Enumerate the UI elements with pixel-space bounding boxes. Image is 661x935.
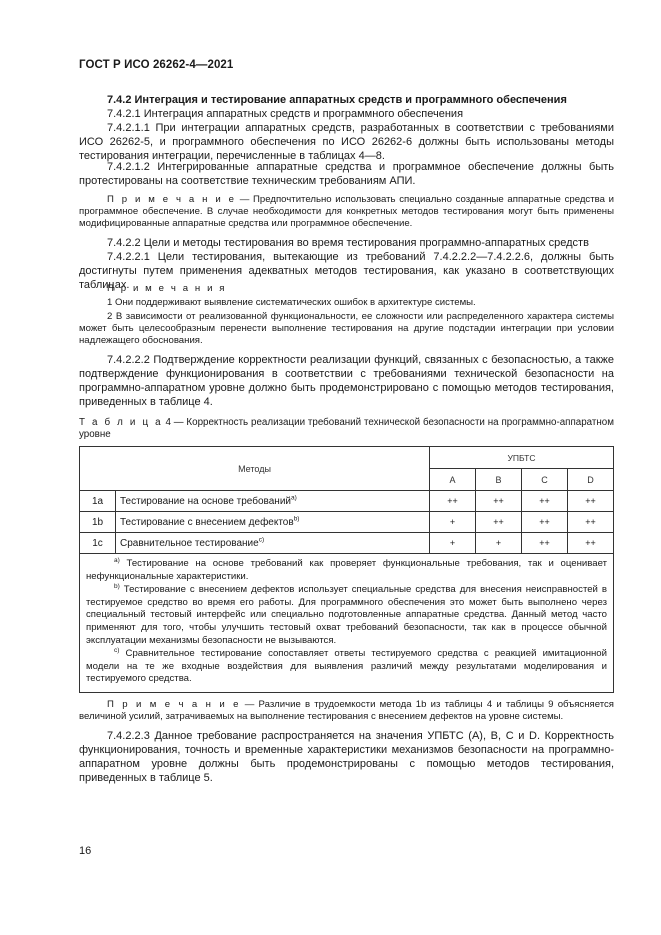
footnote-c: $^{c)}$ Сравнительное тестирование сопоставляет ответы тестируемого средства с реакцией имитационной модели на те же входные воздействия для выявления различий между результатами моделирования и тестируемого средства. (86, 646, 607, 685)
row-id: 1c (80, 533, 116, 554)
methods-header: Методы (80, 447, 430, 491)
footnote-mark: b) (293, 515, 300, 523)
table-caption-label: Т а б л и ц а (79, 417, 163, 428)
table-caption (79, 417, 614, 441)
cell-c: ++ (522, 491, 568, 512)
cell-b: ++ (476, 512, 522, 533)
notes-label: П р и м е ч а н и я (107, 283, 227, 294)
note-label: П р и м е ч а н и е (107, 194, 237, 205)
table-footnotes (80, 554, 614, 693)
table-row (80, 533, 614, 554)
level-b-header: B (476, 469, 522, 491)
cell-d: ++ (568, 491, 614, 512)
level-d-header: D (568, 469, 614, 491)
cell-a: ++ (430, 491, 476, 512)
cell-c: ++ (522, 533, 568, 554)
row-method: Тестирование на основе требований$^{a)}$ (116, 491, 430, 512)
table-row (80, 491, 614, 512)
note-label: П р и м е ч а н и е (107, 699, 241, 710)
table-row (80, 512, 614, 533)
document-header: ГОСТ Р ИСО 26262-4—2021 (79, 59, 234, 71)
cell-b: ++ (476, 491, 522, 512)
paragraph-7-4-2-1-2: 7.4.2.1.2 Интегрированные аппаратные средства и программное обеспечение должны быть протестированы на соответствие техническим требованиям АПИ. (79, 161, 614, 187)
row-method: Тестирование с внесением дефектов$^{b)}$ (116, 512, 430, 533)
section-heading: 7.4.2 Интеграция и тестирование аппаратных средств и программного обеспечения (107, 94, 567, 106)
footnote-b: $^{b)}$ Тестирование с внесением дефектов использует специальные средства для внесения неисправностей в тестируемое средство во время его работы. Для программного обеспечения это может быть выполнено через специальный тестовый интерфейс или специально подготовленные аппаратные средства. Данный метод часто применяют для того, чтобы улучшить тестовый охват требований безопасности, так как в процессе обычной эксплуатации механизмы безопасности не вызываются. (86, 583, 607, 646)
asil-header: УПБТС (430, 447, 614, 469)
cell-c: ++ (522, 512, 568, 533)
note-1 (79, 194, 614, 231)
paragraph-7-4-2-2-3: 7.4.2.2.3 Данное требование распространяется на значения УПБТС (A), B, C и D. Корректность функционирования, точность и временные характеристики механизмов безопасности на программно-аппаратном уровне должны быть продемонстрированы с помощью методов тестирования, приведенных в таблице 5. (79, 730, 614, 784)
level-c-header: C (522, 469, 568, 491)
row-method: Сравнительное тестирование$^{c)}$ (116, 533, 430, 554)
table-4 (79, 446, 614, 693)
note-3 (79, 699, 614, 723)
paragraph-7-4-2-2-2: 7.4.2.2.2 Подтверждение корректности реализации функций, связанных с безопасностью, а также подтверждение функционирования в соответствии с требованиями технической безопасности на программно-аппаратном уровне должно быть продемонстрировано с помощью методов тестирования, приведенных в таблице 4. (79, 354, 614, 408)
footnote-mark: a) (291, 494, 297, 502)
footnote-mark: c) (258, 536, 265, 544)
note-item-1: 1 Они поддерживают выявление систематических ошибок в архитектуре системы. (107, 297, 476, 308)
cell-a: + (430, 533, 476, 554)
cell-b: + (476, 533, 522, 554)
paragraph-7-4-2-2-1: 7.4.2.2.1 Цели тестирования, вытекающие из требований 7.4.2.2.2—7.4.2.2.6, должны быть достигнуты путем применения адекватных методов тестирования, как указано в соответствующих таблицах. (79, 251, 614, 291)
level-a-header: A (430, 469, 476, 491)
paragraph-7-4-2-2: 7.4.2.2 Цели и методы тестирования во время тестирования программно-аппаратных средств (107, 237, 589, 249)
note-text: — Различие в трудоемкости метода 1b из таблицы 4 и таблицы 9 объясняется величиной усилий, затрачиваемых на выполнение тестирования с внесением дефектов на уровне системы. (79, 699, 614, 723)
row-id: 1b (80, 512, 116, 533)
note-item-2: 2 В зависимости от реализованной функциональности, ее сложности или распределенного характера системы может быть целесообразным перенести выполнение тестирования на другие подстадии интеграции при условии надлежащего обоснования. (79, 311, 614, 347)
page-number: 16 (79, 845, 92, 857)
row-id: 1a (80, 491, 116, 512)
paragraph-7-4-2-1: 7.4.2.1 Интеграция аппаратных средств и программного обеспечения (107, 108, 464, 120)
note-text: — Предпочтительно использовать специально созданные аппаратные средства и программное обеспечение. В случае необходимости для конкретных методов тестирования могут быть применены модифицированные аппаратные средства или программное обеспечение. (79, 194, 614, 230)
cell-a: + (430, 512, 476, 533)
paragraph-7-4-2-1-1: 7.4.2.1.1 При интеграции аппаратных средств, разработанных в соответствии с требованиями ИСО 26262-5, и программного обеспечения по ИСО 26262-6 должны быть использованы методы тестирования интеграции, перечисленные в таблицах 4—8. (79, 122, 614, 162)
cell-d: ++ (568, 512, 614, 533)
table-caption-text: 4 — Корректность реализации требований технической безопасности на программно-аппаратном уровне (79, 417, 614, 440)
footnote-a: $^{a)}$ Тестирование на основе требований как проверяет функциональные требования, так и оценивает нефункциональные характеристики. (86, 556, 607, 582)
cell-d: ++ (568, 533, 614, 554)
